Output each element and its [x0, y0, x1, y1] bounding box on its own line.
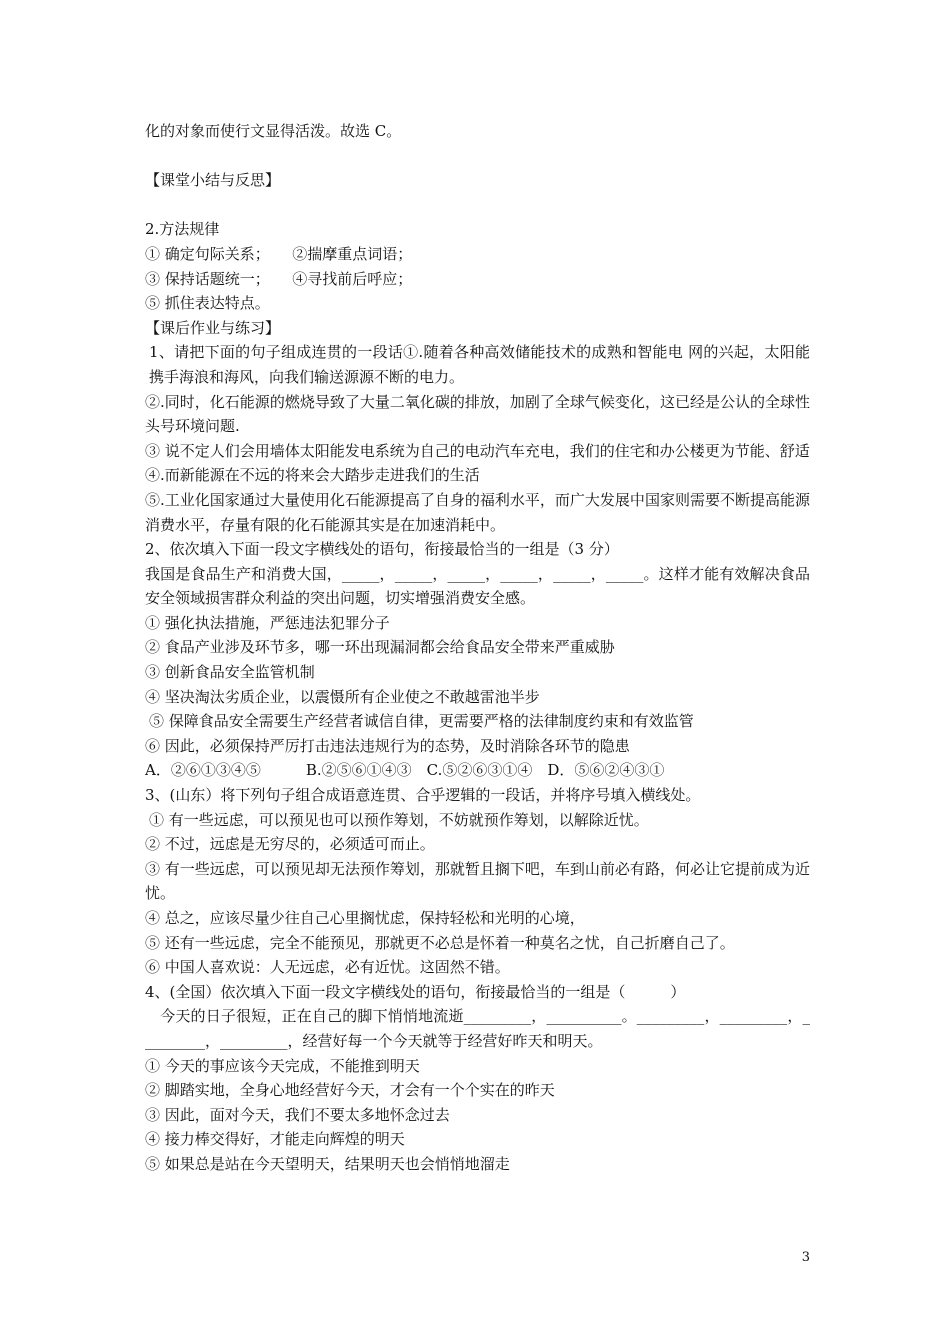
text-line: ④.而新能源在不远的将来会大踏步走进我们的生活 [145, 466, 480, 485]
text-line: ③ 因此，面对今天，我们不要太多地怀念过去 [145, 1105, 450, 1124]
text-line: 我国是食品生产和消费大国，_____，_____，_____，_____，_____，_____。这样才能有效解决食品安全领域损害群众利益的突出问题，切实增强消费安全感。 [145, 564, 810, 608]
text-line: ③ 说不定人们会用墙体太阳能发电系统为自己的电动汽车充电，我们的住宅和办公楼更为节能、舒适 [145, 441, 810, 460]
section-heading: 【课后作业与练习】 [145, 318, 281, 337]
text-line: ⑤ 如果总是站在今天望明天，结果明天也会悄悄地溜走 [145, 1154, 510, 1173]
subheading: 2.方法规律 [145, 220, 220, 239]
text-line: ① 强化执法措施，严惩违法犯罪分子 [145, 613, 390, 632]
text-line: ④ 总之，应该尽量少往自己心里搁忧虑，保持轻松和光明的心境， [145, 909, 585, 927]
text-line: ① 有一些远虑，可以预见也可以预作筹划，不妨就预作筹划，以解除近忧。 [149, 810, 649, 829]
text-line: ④ 坚决淘汰劣质企业，以震慑所有企业使之不敢越雷池半步 [145, 687, 540, 706]
page-number: 3 [801, 1250, 810, 1265]
text-line: 今天的日子很短，正在自己的脚下悄悄地流逝_________，__________。_________，_________，_________，_________，经营好每一个今天就等于经营好昨天和明天。 [145, 1007, 810, 1050]
question-2: 2、依次填入下面一段文字横线处的语句，衔接最恰当的一组是（3 分） [145, 540, 619, 559]
section-heading: 【课堂小结与反思】 [145, 171, 281, 190]
text-line: ④ 接力棒交得好，才能走向辉煌的明天 [145, 1130, 405, 1149]
question-4: 4、(全国）依次填入下面一段文字横线处的语句，衔接最恰当的一组是（ ） [145, 982, 686, 1001]
text-line: ② 脚踏实地，全身心地经营好今天，才会有一个个实在的昨天 [145, 1081, 555, 1100]
blank-line [145, 144, 810, 169]
text-line: ⑤ 还有一些远虑，完全不能预见，那就更不必总是怀着一种莫名之忧，自己折磨自己了。 [145, 933, 735, 952]
text-line: ⑤.工业化国家通过大量使用化石能源提高了自身的福利水平，而广大发展中国家则需要不断提高能源消费水平，存量有限的化石能源其实是在加速消耗中。 [145, 490, 810, 534]
blank-line [145, 193, 810, 218]
question-1: 1、请把下面的句子组成连贯的一段话①.随着各种高效储能技术的成熟和智能电 网的兴起，太阳能携手海浪和海风，向我们输送源源不断的电力。 [149, 343, 810, 386]
text-line: ③ 保持话题统一； ④寻找前后呼应； [145, 269, 413, 288]
text-line: ⑥ 中国人喜欢说：人无远虑，必有近忧。这固然不错。 [145, 958, 510, 977]
body-text [145, 119, 810, 1177]
text-line: ① 今天的事应该今天完成，不能推到明天 [145, 1056, 420, 1075]
text-line: 化的对象而使行文显得活泼。故选 C。 [145, 122, 402, 140]
text-line: ② 不过，远虑是无穷尽的，必须适可而止。 [145, 835, 435, 854]
answer-options: A．②⑥①③④⑤ B.②⑤⑥①④③ C.⑤②⑥③①④ D．⑤⑥②④③① [145, 761, 665, 780]
text-line: ① 确定句际关系； ②揣摩重点词语； [145, 244, 413, 263]
text-line: ③ 有一些远虑，可以预见却无法预作筹划，那就暂且搁下吧，车到山前必有路，何必让它提前成为近忧。 [145, 859, 810, 903]
text-line: ③ 创新食品安全监管机制 [145, 663, 315, 682]
text-line: ⑤ 抓住表达特点。 [145, 294, 270, 313]
text-line: ⑥ 因此，必须保持严厉打击违法违规行为的态势，及时消除各环节的隐患 [145, 736, 630, 755]
text-line: ② 食品产业涉及环节多，哪一环出现漏洞都会给食品安全带来严重威胁 [145, 638, 615, 657]
text-line: ⑤ 保障食品安全需要生产经营者诚信自律，更需要严格的法律制度约束和有效监管 [149, 712, 694, 731]
text-line: ②.同时，化石能源的燃烧导致了大量二氧化碳的排放，加剧了全球气候变化，这已经是公认的全球性头号环境问题. [145, 392, 810, 436]
question-3: 3、(山东）将下列句子组合成语意连贯、合乎逻辑的一段话，并将序号填入横线处。 [145, 786, 701, 805]
